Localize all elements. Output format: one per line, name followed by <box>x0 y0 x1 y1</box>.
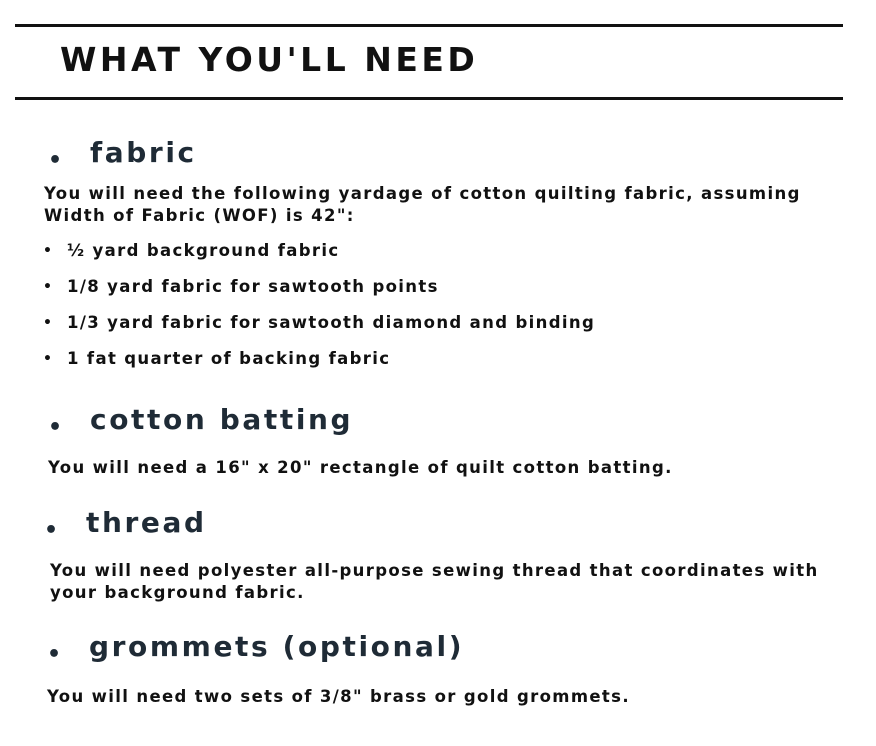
fabric-yardage-list <box>43 240 595 384</box>
top-divider <box>15 24 843 27</box>
bullet-icon: • <box>47 642 64 667</box>
bullet-icon: • <box>43 243 54 259</box>
list-item <box>43 348 595 384</box>
page-title: WHAT YOU'LL NEED <box>60 40 479 79</box>
bullet-icon: • <box>43 279 54 295</box>
bullet-icon: • <box>43 315 54 331</box>
section-heading-text: thread <box>86 506 207 539</box>
cotton-batting-text: You will need a 16" x 20" rectangle of quilt cotton batting. <box>48 458 673 477</box>
thread-text: You will need polyester all-purpose sewing thread that coordinates with your background fabric. <box>50 561 819 602</box>
bullet-icon: • <box>48 415 65 440</box>
list-item-label: 1/8 yard fabric for sawtooth points <box>67 277 439 296</box>
bullet-icon: • <box>48 148 65 173</box>
list-item <box>43 276 595 312</box>
list-item-label: 1/3 yard fabric for sawtooth diamond and binding <box>67 313 596 332</box>
grommets-text: You will need two sets of 3/8" brass or gold grommets. <box>47 687 630 706</box>
section-heading-text: fabric <box>90 136 197 169</box>
list-item-label: 1 fat quarter of backing fabric <box>67 349 391 368</box>
list-item-label: ½ yard background fabric <box>67 241 340 260</box>
bullet-icon: • <box>44 518 61 543</box>
list-item <box>43 240 595 276</box>
section-heading-text: grommets (optional) <box>89 630 465 663</box>
bullet-icon: • <box>43 351 54 367</box>
section-heading-text: cotton batting <box>90 403 354 436</box>
list-item <box>43 312 595 348</box>
fabric-intro-text: You will need the following yardage of cotton quilting fabric, assuming Width of Fabric (WOF) is 42": <box>44 184 801 225</box>
bottom-divider <box>15 97 843 100</box>
